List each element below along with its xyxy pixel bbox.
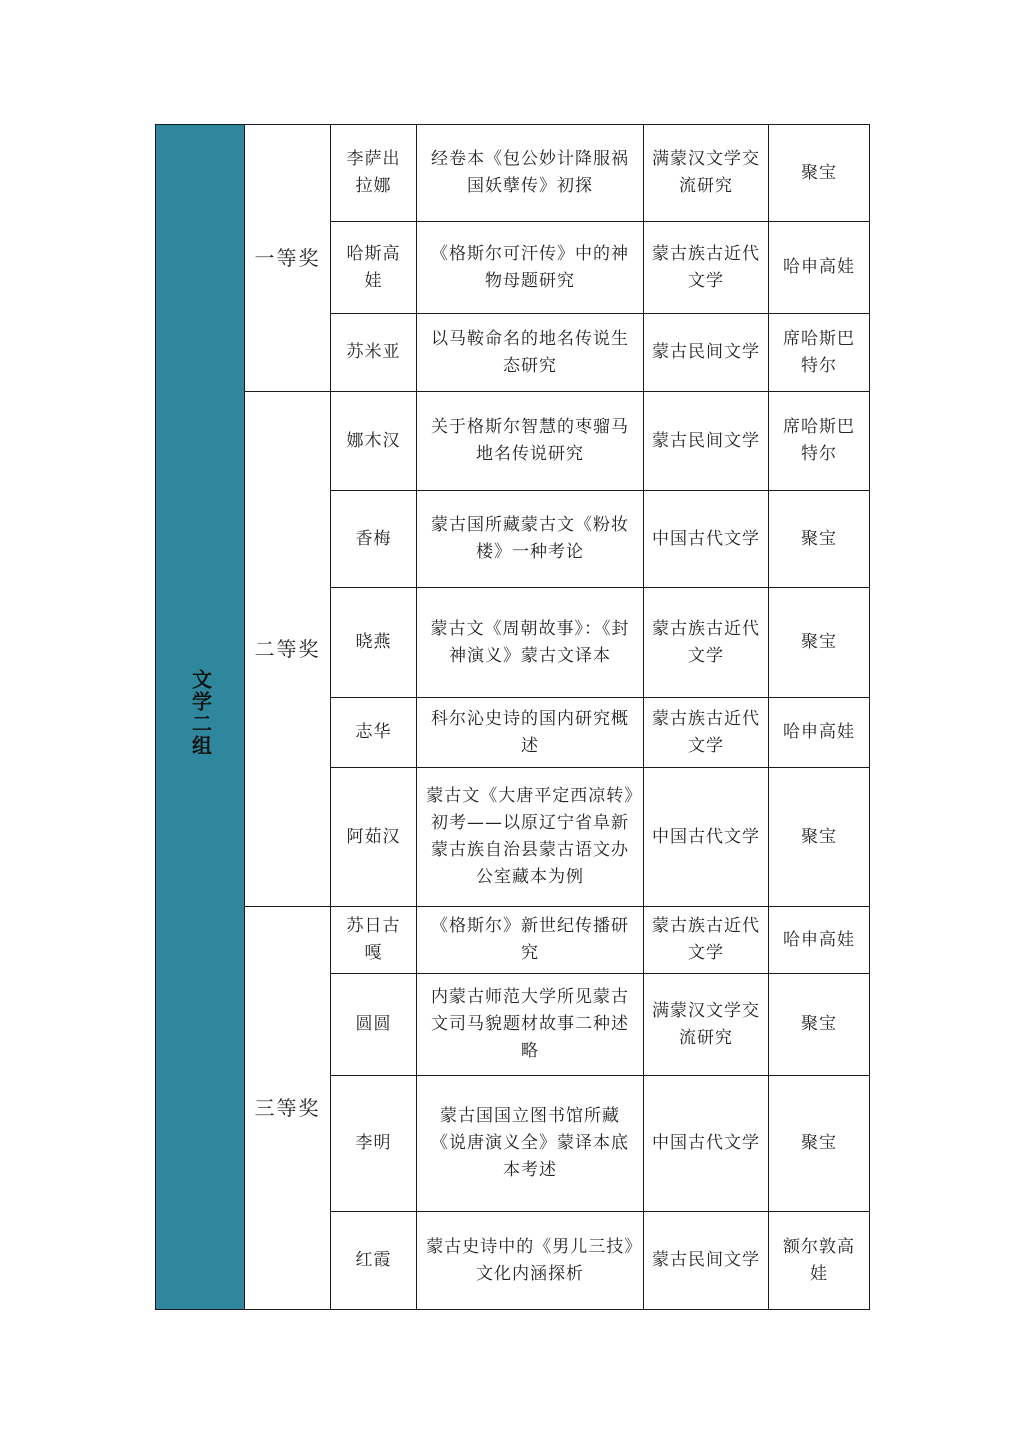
advisor-name: 聚宝 [769, 1076, 870, 1212]
research-field: 蒙古族古近代文学 [644, 588, 769, 698]
award-table [155, 124, 870, 1310]
student-name: 李明 [331, 1076, 417, 1212]
thesis-title: 《格斯尔》新世纪传播研究 [417, 907, 644, 974]
student-name: 香梅 [331, 491, 417, 588]
thesis-title: 蒙古国国立图书馆所藏《说唐演义全》蒙译本底本考述 [417, 1076, 644, 1212]
thesis-title: 关于格斯尔智慧的枣骝马地名传说研究 [417, 392, 644, 491]
research-field: 蒙古民间文学 [644, 1212, 769, 1310]
research-field: 中国古代文学 [644, 768, 769, 907]
student-name: 娜木汉 [331, 392, 417, 491]
student-name: 苏米亚 [331, 314, 417, 392]
advisor-name: 聚宝 [769, 125, 870, 222]
advisor-name: 席哈斯巴特尔 [769, 314, 870, 392]
research-field: 蒙古民间文学 [644, 392, 769, 491]
thesis-title: 蒙古文《周朝故事》：《封神演义》蒙古文译本 [417, 588, 644, 698]
research-field: 蒙古族古近代文学 [644, 222, 769, 314]
award-level: 二等奖 [245, 392, 331, 907]
advisor-name: 哈申高娃 [769, 907, 870, 974]
advisor-name: 哈申高娃 [769, 222, 870, 314]
advisor-name: 额尔敦高娃 [769, 1212, 870, 1310]
thesis-title: 经卷本《包公妙计降服祸国妖孽传》初探 [417, 125, 644, 222]
student-name: 哈斯高娃 [331, 222, 417, 314]
research-field: 蒙古民间文学 [644, 314, 769, 392]
research-field: 中国古代文学 [644, 491, 769, 588]
thesis-title: 以马鞍命名的地名传说生态研究 [417, 314, 644, 392]
student-name: 志华 [331, 698, 417, 768]
thesis-title: 蒙古文《大唐平定西凉转》初考——以原辽宁省阜新蒙古族自治县蒙古语文办公室藏本为例 [417, 768, 644, 907]
advisor-name: 聚宝 [769, 768, 870, 907]
advisor-name: 席哈斯巴特尔 [769, 392, 870, 491]
thesis-title: 内蒙古师范大学所见蒙古文司马貌题材故事二种述略 [417, 974, 644, 1076]
advisor-name: 聚宝 [769, 491, 870, 588]
award-level: 一等奖 [245, 125, 331, 392]
student-name: 阿茹汉 [331, 768, 417, 907]
advisor-name: 聚宝 [769, 588, 870, 698]
group-label: 文学二组 [188, 668, 213, 757]
group-label-cell [156, 125, 245, 1310]
student-name: 苏日古嘎 [331, 907, 417, 974]
student-name: 李萨出拉娜 [331, 125, 417, 222]
thesis-title: 《格斯尔可汗传》中的神物母题研究 [417, 222, 644, 314]
thesis-title: 蒙古史诗中的《男儿三技》文化内涵探析 [417, 1212, 644, 1310]
student-name: 晓燕 [331, 588, 417, 698]
research-field: 满蒙汉文学交流研究 [644, 974, 769, 1076]
advisor-name: 哈申高娃 [769, 698, 870, 768]
student-name: 红霞 [331, 1212, 417, 1310]
student-name: 圆圆 [331, 974, 417, 1076]
research-field: 蒙古族古近代文学 [644, 698, 769, 768]
research-field: 蒙古族古近代文学 [644, 907, 769, 974]
thesis-title: 蒙古国所藏蒙古文《粉妆楼》一种考论 [417, 491, 644, 588]
advisor-name: 聚宝 [769, 974, 870, 1076]
award-level: 三等奖 [245, 907, 331, 1310]
research-field: 中国古代文学 [644, 1076, 769, 1212]
research-field: 满蒙汉文学交流研究 [644, 125, 769, 222]
thesis-title: 科尔沁史诗的国内研究概述 [417, 698, 644, 768]
